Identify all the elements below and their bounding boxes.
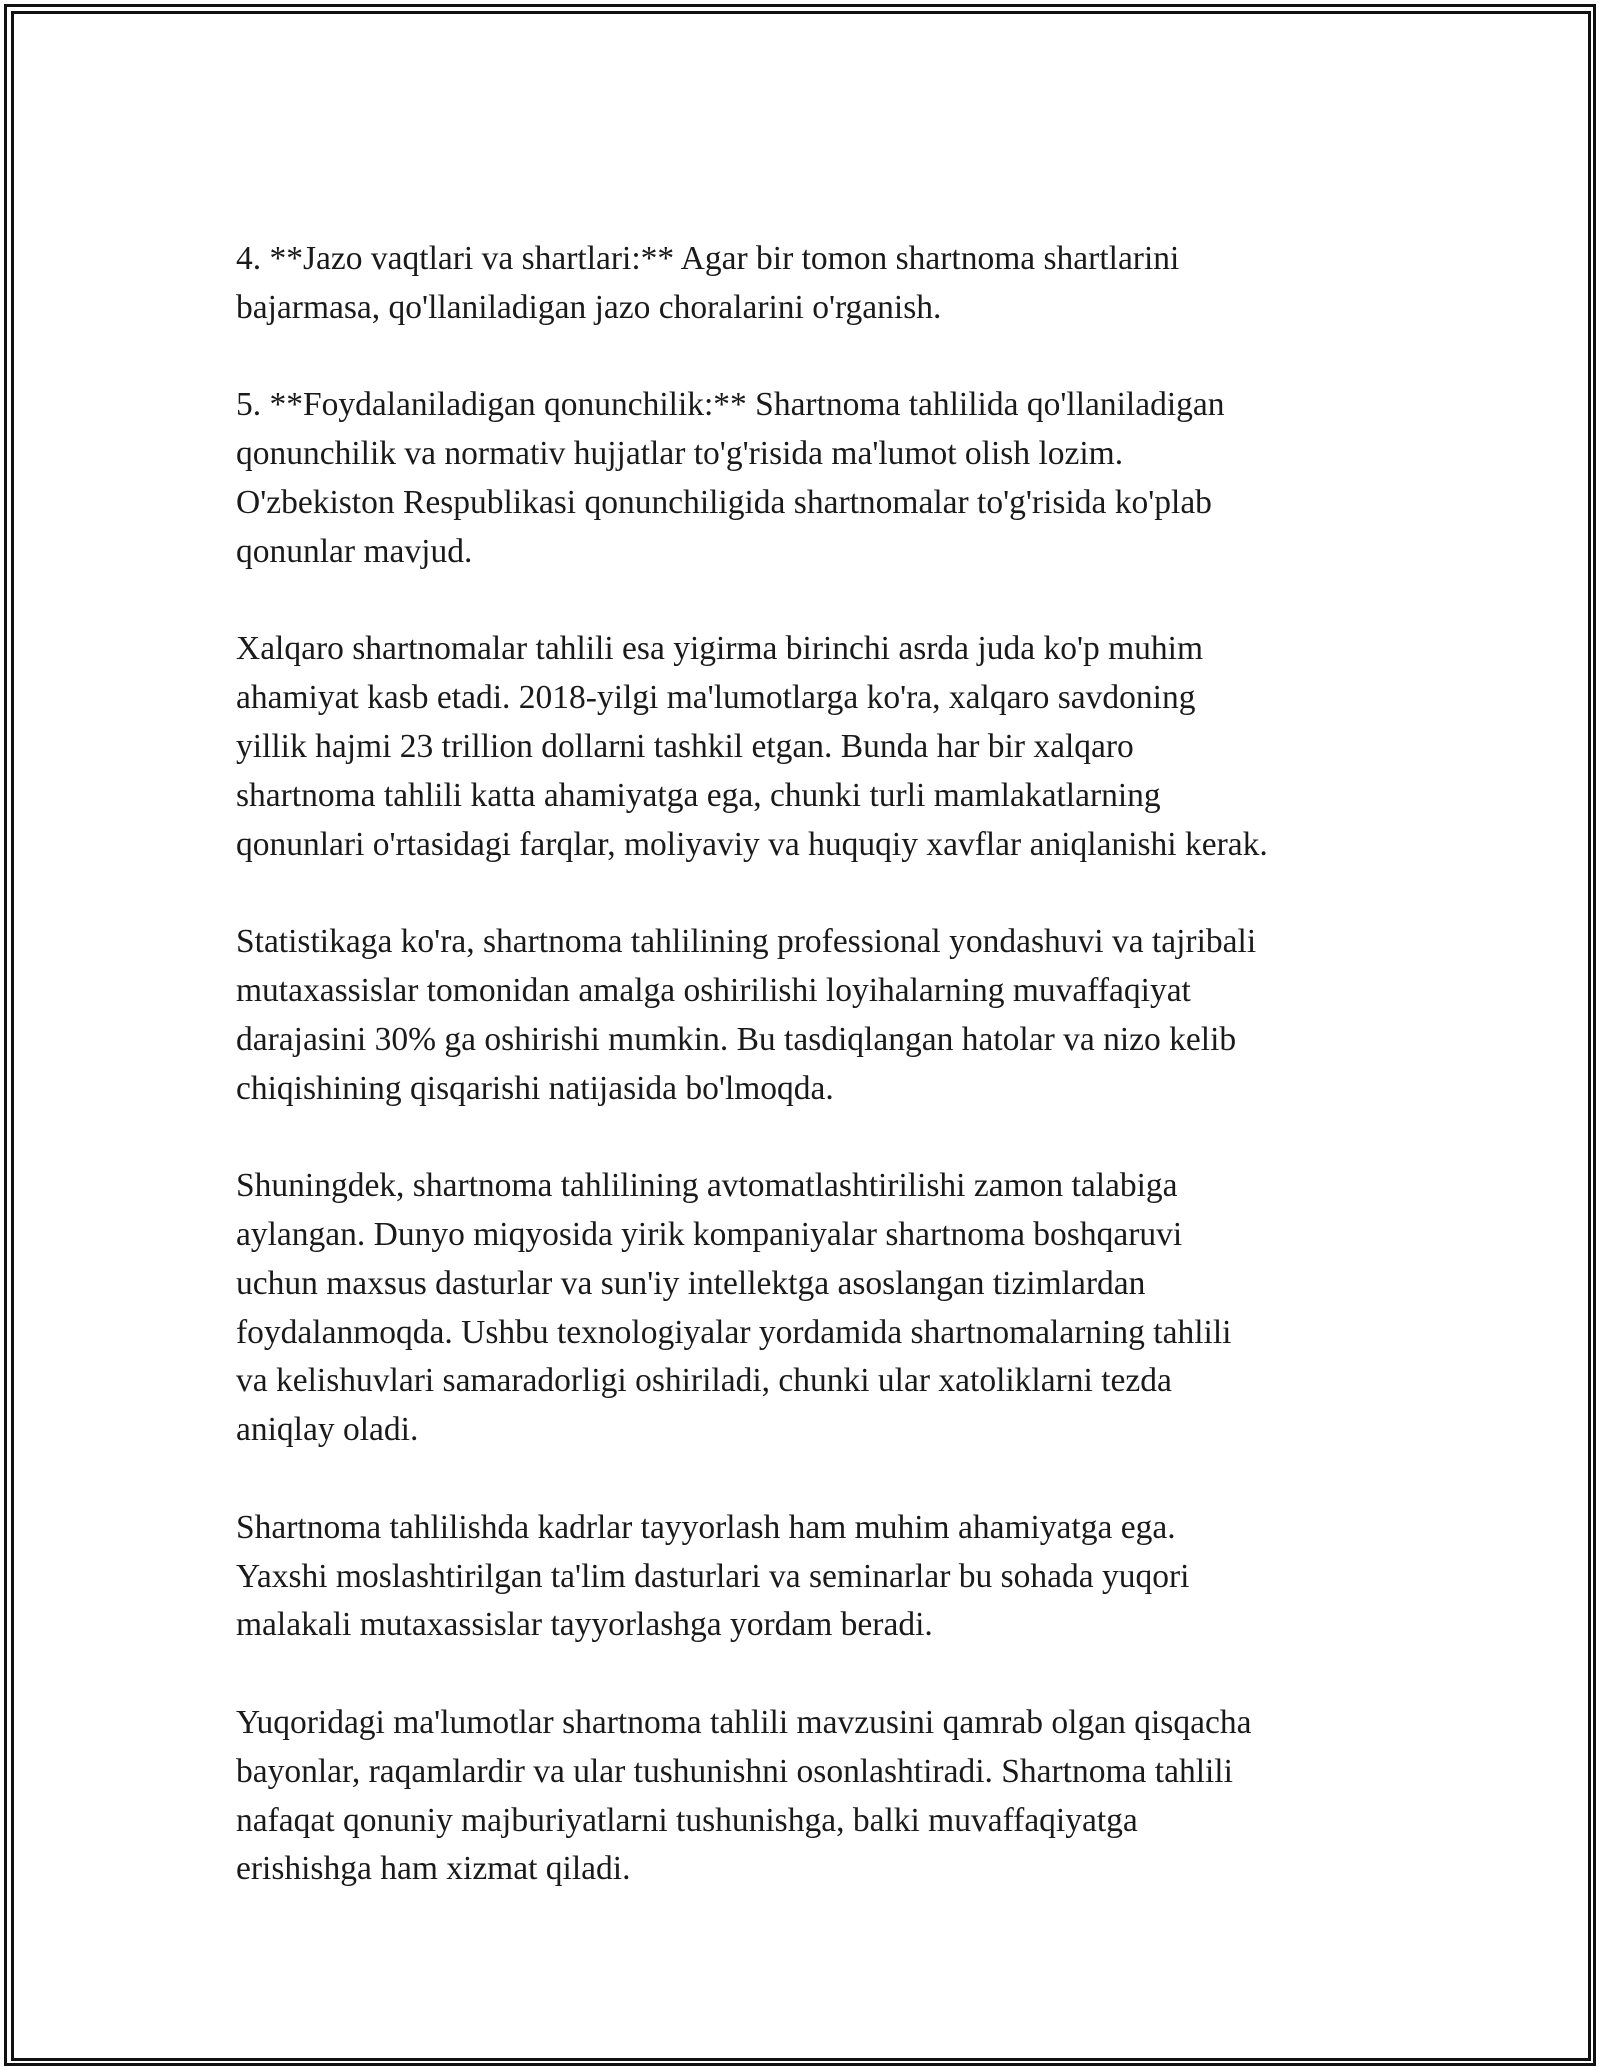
paragraph-penalty-terms: 4. **Jazo vaqtlari va shartlari:** Agar bir tomon shartnoma shartlarini bajarmasa, qo'llaniladigan jazo choralarini o'rganish. xyxy=(236,240,1180,326)
paragraph-statistics: Statistikaga ko'ra, shartnoma tahlilining professional yondashuvi va tajribali mutaxassislar tomonidan amalga oshirilishi loyihalarning muvaffaqiyat darajasini 30% ga oshirishi mumkin. Bu tasdiqlangan hatolar va nizo kelib chiqishining qisqarishi natijasida bo'lmoqda. xyxy=(236,923,1257,1107)
document-body xyxy=(236,235,1396,1894)
paragraph-international-contracts: Xalqaro shartnomalar tahlili esa yigirma birinchi asrda juda ko'p muhim ahamiyat kasb etadi. 2018-yilgi ma'lumotlarga ko'ra, xalqaro savdoning yillik hajmi 23 trillion dollarni tashkil etgan. Bunda har bir xalqaro shartnoma tahlili katta ahamiyatga ega, chunki turli mamlakatlarning qonunlari o'rtasidagi farqlar, moliyaviy va huquqiy xavflar aniqlanishi kerak. xyxy=(236,630,1268,863)
paragraph-conclusion: Yuqoridagi ma'lumotlar shartnoma tahlili mavzusini qamrab olgan qisqacha bayonlar, raqamlardir va ular tushunishni osonlashtiradi. Shartnoma tahlili nafaqat qonuniy majburiyatlarni tushunishga, balki muvaffaqiyatga erishishga ham xizmat qiladi. xyxy=(236,1703,1252,1888)
paragraph-training: Shartnoma tahlilishda kadrlar tayyorlash ham muhim ahamiyatga ega. Yaxshi moslashtirilgan ta'lim dasturlari va seminarlar bu sohada yuqori malakali mutaxassislar tayyorlashga yordam beradi. xyxy=(236,1508,1190,1644)
paragraph-automation: Shuningdek, shartnoma tahlilining avtomatlashtirilishi zamon talabiga aylangan. Dunyo miqyosida yirik kompaniyalar shartnoma boshqaruvi uchun maxsus dasturlar va sun'iy intellektga asoslangan tizimlardan foydalanmoqda. Ushbu texnologiyalar yordamida shartnomalarning tahlili va kelishuvlari samaradorligi oshiriladi, chunki ular xatoliklarni tezda aniqlay oladi. xyxy=(236,1167,1232,1449)
paragraph-applicable-law: 5. **Foydalaniladigan qonunchilik:** Shartnoma tahlilida qo'llaniladigan qonunchilik va normativ hujjatlar to'g'risida ma'lumot olish lozim. O'zbekiston Respublikasi qonunchiligida shartnomalar to'g'risida ko'plab qonunlar mavjud. xyxy=(236,386,1225,570)
